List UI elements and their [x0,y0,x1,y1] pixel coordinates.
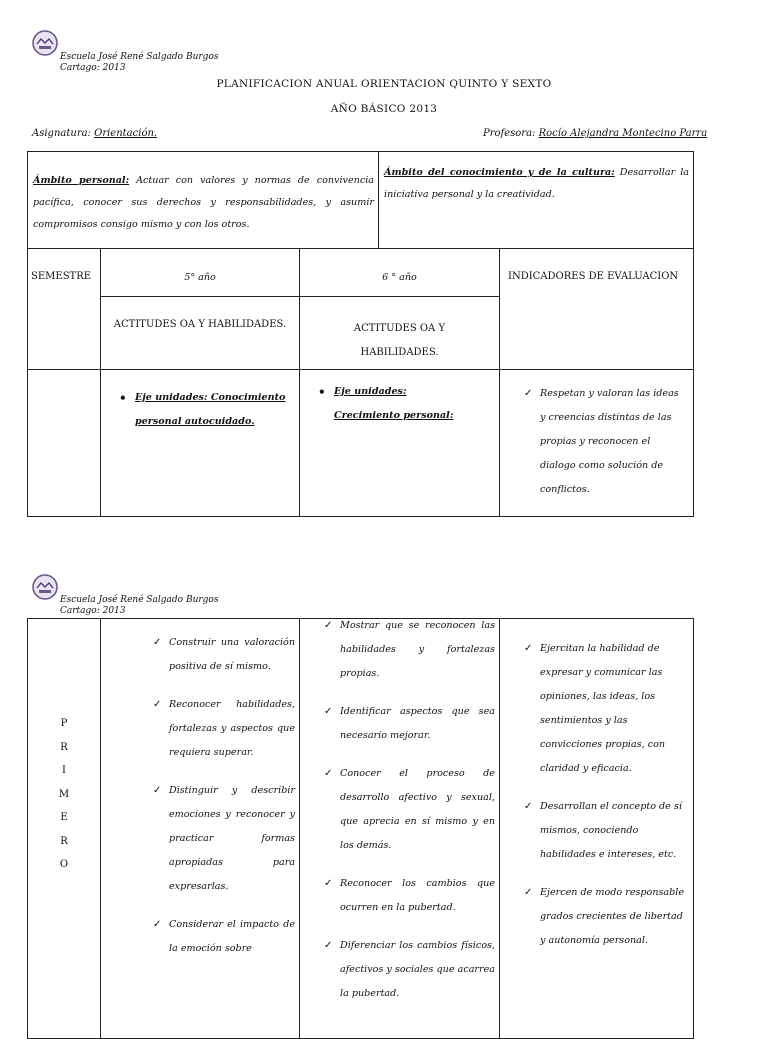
semester-letter: O [59,859,69,870]
school-city-2: Cartago: 2013 [60,606,126,616]
col7-cell [500,619,694,1039]
col5-item: ✓ Construir una valoración positiva de sí mismo. [153,631,295,679]
planning-table-page1 [27,248,694,517]
ambito-personal-text: Actuar con valores y normas de convivencia pacífica, conocer sus derechos y responsabilidades, y asumir compromisos consigo mismo y con los otros. [33,175,374,230]
semestre-cell-empty [28,370,101,517]
col5-cell [101,619,300,1039]
indicator1-cell [500,370,694,517]
indicator1-item: ✓ Respetan y valoran las ideas y creencias distintas de las propias y reconocen el dialogo como solución de conflictos. [524,382,683,502]
semester-letter: M [58,788,70,800]
ambito-personal-cell [28,152,379,249]
col5-item: ✓ Considerar el impacto de la emoción sobre [153,913,295,961]
col6-item: ✓ Mostrar que se reconocen las habilidades y fortalezas propias. [324,614,495,686]
teacher-value: Rocío Alejandra Montecino Parra [538,128,708,139]
col7-item: ✓ Ejercen de modo responsable grados crecientes de libertad y autonomía personal. [524,881,685,953]
ambito-conocimiento-text: Desarrollar la iniciativa personal y la creatividad. [384,167,689,200]
semester-letter: E [60,812,68,823]
teacher-line [483,128,707,139]
ambito-personal-label: Ámbito personal: [33,175,130,186]
col6-item: ✓ Reconocer los cambios que ocurren en la pubertad. [324,872,495,920]
subject-value: Orientación. [94,128,158,139]
page-title: PLANIFICACION ANUAL ORIENTACION QUINTO Y SEXTO [216,78,552,90]
col5-item: ✓ Distinguir y describir emociones y reconocer y practicar formas apropiadas para expresarlas. [153,779,295,899]
actitudes5-header: ACTITUDES OA Y HABILIDADES. [101,297,300,370]
eje6-cell [300,370,500,517]
indicadores-header: INDICADORES DE EVALUACION [500,249,694,370]
subject-line [32,128,157,139]
semester-letter: I [62,765,66,776]
semester-letter: R [60,835,68,847]
ambito-conocimiento-label: Ámbito del conocimiento y de la cultura: [384,167,615,178]
school-logo-2 [32,574,58,604]
semester-letter: P [60,718,68,729]
school-name: Escuela José René Salgado Burgos [60,52,219,62]
col6-cell [300,619,500,1039]
school-name-2: Escuela José René Salgado Burgos [60,595,219,605]
eje5-item: • Eje unidades: Conocimiento personal autocuidado. [117,386,291,434]
eje6-item: • Eje unidades: Crecimiento personal: [316,380,491,428]
subject-label: Asignatura: [32,128,91,139]
school-logo [32,30,58,60]
planning-table-page2 [27,618,694,1039]
actitudes6-header: ACTITUDES OA Y HABILIDADES. [300,297,500,370]
ambito-conocimiento-cell [379,152,694,249]
eje5-cell [101,370,300,517]
ambito-table [27,151,694,249]
col6-item: ✓ Diferenciar los cambios físicos, afectivos y sociales que acarrea la pubertad. [324,934,495,1006]
col6-item: ✓ Identificar aspectos que sea necesario mejorar. [324,700,495,748]
grade6-header: 6 ° año [300,249,500,297]
page-subtitle: AÑO BÁSICO 2013 [330,103,438,115]
col6-item: ✓ Conocer el proceso de desarrollo afectivo y sexual, que aprecia en sí mismo y en los demás. [324,762,495,858]
col5-item: ✓ Reconocer habilidades, fortalezas y aspectos que requiera superar. [153,693,295,765]
semester-letter: R [60,741,68,753]
col7-item: ✓ Ejercitan la habilidad de expresar y comunicar las opiniones, las ideas, los sentimientos y las convicciones propias, con claridad y eficacia. [524,637,685,781]
semester-letters-cell [28,619,101,1039]
school-city: Cartago: 2013 [60,63,126,73]
col7-item: ✓ Desarrollan el concepto de sí mismos, conociendo habilidades e intereses, etc. [524,795,685,867]
semestre-header: SEMESTRE [28,249,101,370]
teacher-label: Profesora: [483,128,536,139]
grade5-header: 5° año [101,249,300,297]
